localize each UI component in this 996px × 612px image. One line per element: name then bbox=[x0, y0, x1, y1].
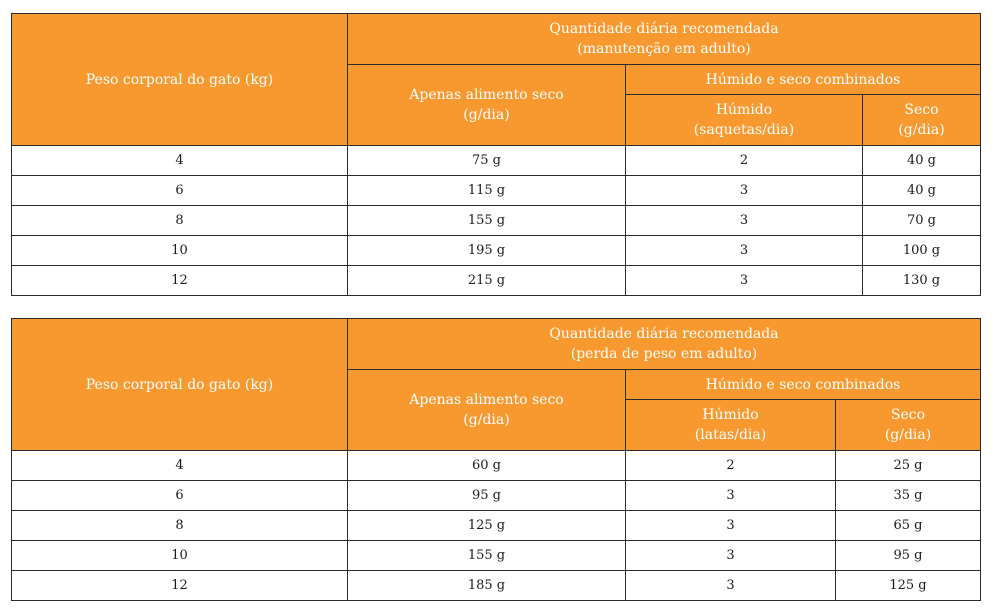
wet-cell: 3 bbox=[626, 571, 836, 601]
dry-cell: 100 g bbox=[863, 236, 981, 266]
dry-only-cell: 75 g bbox=[348, 146, 626, 176]
weight-cell: 12 bbox=[12, 266, 348, 296]
dry-only-cell: 155 g bbox=[348, 541, 626, 571]
dry-cell: 35 g bbox=[836, 481, 981, 511]
wet-cell: 3 bbox=[626, 266, 863, 296]
weight-cell: 10 bbox=[12, 236, 348, 266]
table-row bbox=[12, 146, 981, 176]
table-row bbox=[12, 511, 981, 541]
table-row bbox=[12, 451, 981, 481]
weight-cell: 10 bbox=[12, 541, 348, 571]
combined-title: Húmido e seco combinados bbox=[705, 376, 901, 393]
table-row bbox=[12, 206, 981, 236]
weight-header-label: Peso corporal do gato (kg) bbox=[85, 71, 274, 88]
feeding-table-maintenance bbox=[11, 13, 981, 296]
weight-header-label: Peso corporal do gato (kg) bbox=[85, 376, 274, 393]
wet-title: Húmido bbox=[715, 102, 773, 118]
dry-cell: 40 g bbox=[863, 176, 981, 206]
daily-amount-title: Quantidade diária recomendada bbox=[549, 326, 779, 342]
weight-cell: 8 bbox=[12, 206, 348, 236]
dry-title: Seco bbox=[904, 102, 939, 118]
table-row bbox=[12, 481, 981, 511]
dry-cell: 40 g bbox=[863, 146, 981, 176]
daily-amount-header bbox=[348, 319, 981, 370]
dry-only-title: Apenas alimento seco bbox=[409, 392, 564, 408]
wet-unit: (saquetas/dia) bbox=[693, 122, 795, 138]
dry-only-title: Apenas alimento seco bbox=[409, 87, 564, 103]
dry-cell: 95 g bbox=[836, 541, 981, 571]
weight-header bbox=[12, 14, 348, 146]
daily-amount-header bbox=[348, 14, 981, 65]
table-row bbox=[12, 176, 981, 206]
wet-unit: (latas/dia) bbox=[694, 427, 767, 443]
weight-cell: 8 bbox=[12, 511, 348, 541]
dry-only-cell: 125 g bbox=[348, 511, 626, 541]
weight-cell: 4 bbox=[12, 451, 348, 481]
dry-cell: 125 g bbox=[836, 571, 981, 601]
dry-only-header bbox=[348, 65, 626, 146]
dry-only-header bbox=[348, 370, 626, 451]
wet-cell: 3 bbox=[626, 541, 836, 571]
dry-only-cell: 155 g bbox=[348, 206, 626, 236]
dry-only-cell: 95 g bbox=[348, 481, 626, 511]
wet-cell: 3 bbox=[626, 511, 836, 541]
combined-header bbox=[626, 65, 981, 95]
wet-cell: 3 bbox=[626, 481, 836, 511]
dry-only-cell: 60 g bbox=[348, 451, 626, 481]
dry-only-cell: 195 g bbox=[348, 236, 626, 266]
dry-cell: 65 g bbox=[836, 511, 981, 541]
dry-only-unit: (g/dia) bbox=[463, 107, 510, 123]
daily-amount-subtitle: (manutenção em adulto) bbox=[577, 41, 751, 57]
wet-cell: 3 bbox=[626, 206, 863, 236]
dry-unit: (g/dia) bbox=[898, 122, 945, 138]
dry-only-cell: 215 g bbox=[348, 266, 626, 296]
feeding-table-weight-loss bbox=[11, 318, 981, 601]
wet-cell: 2 bbox=[626, 451, 836, 481]
wet-cell: 3 bbox=[626, 236, 863, 266]
dry-title: Seco bbox=[890, 407, 926, 423]
weight-header bbox=[12, 319, 348, 451]
combined-header bbox=[626, 370, 981, 400]
wet-header bbox=[626, 400, 836, 451]
wet-cell: 2 bbox=[626, 146, 863, 176]
table-row bbox=[12, 541, 981, 571]
table-row bbox=[12, 266, 981, 296]
dry-header bbox=[863, 95, 981, 146]
dry-unit: (g/dia) bbox=[884, 427, 932, 443]
weight-cell: 4 bbox=[12, 146, 348, 176]
dry-header bbox=[836, 400, 981, 451]
dry-cell: 130 g bbox=[863, 266, 981, 296]
dry-only-unit: (g/dia) bbox=[463, 412, 510, 428]
weight-cell: 12 bbox=[12, 571, 348, 601]
dry-only-cell: 185 g bbox=[348, 571, 626, 601]
dry-only-cell: 115 g bbox=[348, 176, 626, 206]
wet-title: Húmido bbox=[702, 407, 759, 423]
dry-cell: 70 g bbox=[863, 206, 981, 236]
daily-amount-title: Quantidade diária recomendada bbox=[549, 21, 779, 37]
weight-cell: 6 bbox=[12, 176, 348, 206]
weight-cell: 6 bbox=[12, 481, 348, 511]
daily-amount-subtitle: (perda de peso em adulto) bbox=[570, 346, 758, 362]
table-row bbox=[12, 236, 981, 266]
wet-header bbox=[626, 95, 863, 146]
wet-cell: 3 bbox=[626, 176, 863, 206]
combined-title: Húmido e seco combinados bbox=[705, 71, 901, 88]
dry-cell: 25 g bbox=[836, 451, 981, 481]
table-row bbox=[12, 571, 981, 601]
